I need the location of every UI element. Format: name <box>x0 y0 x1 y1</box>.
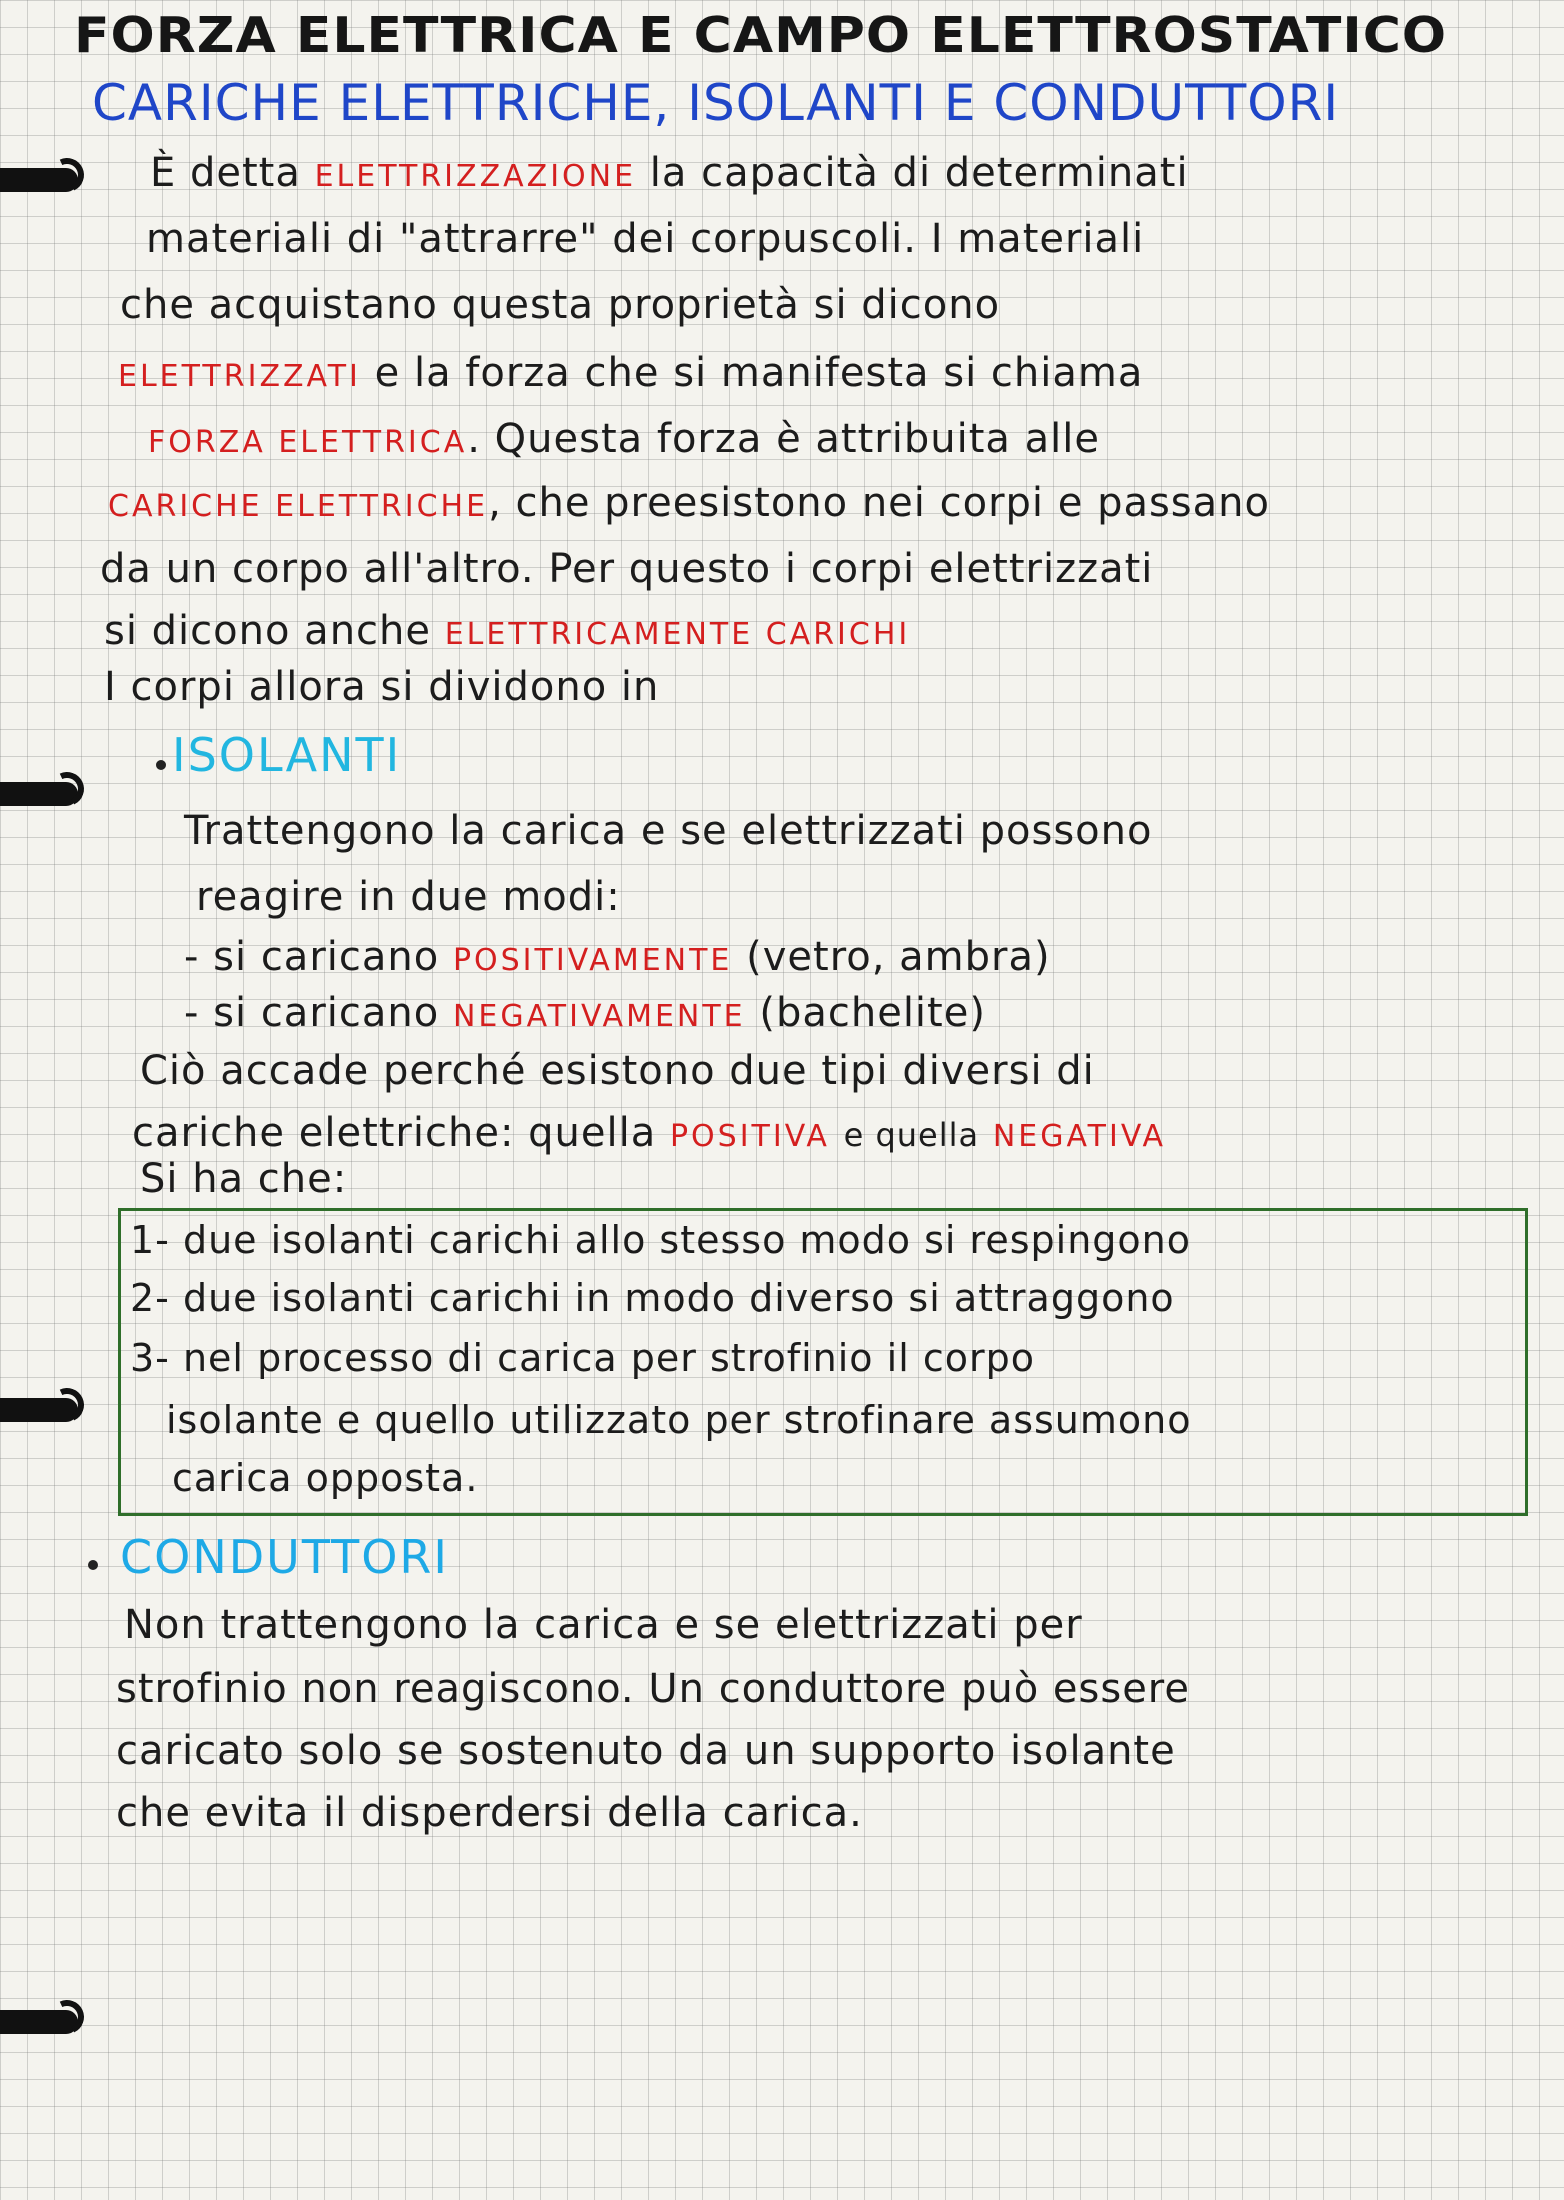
keyword: ELETTRICAMENTE CARICHI <box>444 617 911 652</box>
binder-ring <box>0 168 78 192</box>
rule-3: 3- nel processo di carica per strofinio il corpo <box>130 1336 1035 1380</box>
insulators-line-5: Ciò accade perché esistono due tipi diversi di <box>140 1048 1095 1094</box>
text: È detta <box>150 150 301 196</box>
insulators-line-2: reagire in due modi: <box>196 874 621 920</box>
insulators-line-1: Trattengono la carica e se elettrizzati possono <box>184 808 1153 854</box>
text: la capacità di determinati <box>649 150 1189 196</box>
text: . Questa forza è attribuita alle <box>467 416 1100 462</box>
section-heading-conduttori: CONDUTTORI <box>120 1530 449 1584</box>
page-subtitle: CARICHE ELETTRICHE, ISOLANTI E CONDUTTORI <box>92 74 1340 132</box>
binder-ring <box>0 2010 78 2034</box>
text: cariche elettriche: quella <box>132 1110 657 1156</box>
text: (vetro, ambra) <box>746 934 1051 980</box>
insulators-line-6 <box>132 1110 1166 1156</box>
bullet-icon <box>156 760 166 770</box>
conductors-line-4: che evita il disperdersi della carica. <box>116 1790 863 1836</box>
bullet-icon <box>88 1560 98 1570</box>
insulators-line-7: Si ha che: <box>140 1156 348 1202</box>
keyword: CARICHE ELETTRICHE <box>108 489 489 524</box>
section-heading-isolanti: ISOLANTI <box>172 728 402 782</box>
insulators-line-3 <box>184 934 1051 980</box>
insulators-line-4 <box>184 990 986 1036</box>
keyword: ELETTRIZZATI <box>118 359 361 394</box>
conductors-line-1: Non trattengono la carica e se elettrizzati per <box>124 1602 1083 1648</box>
intro-line-9: I corpi allora si dividono in <box>104 664 660 710</box>
keyword: POSITIVAMENTE <box>452 943 733 978</box>
text: , che preesistono nei corpi e passano <box>488 480 1270 526</box>
keyword: NEGATIVA <box>992 1119 1166 1154</box>
text: (bachelite) <box>759 990 986 1036</box>
binder-ring <box>0 1398 78 1422</box>
intro-line-6 <box>108 480 1270 526</box>
text: - si caricano <box>184 934 440 980</box>
text: - si caricano <box>184 990 440 1036</box>
conductors-line-3: caricato solo se sostenuto da un supporto isolante <box>116 1728 1176 1774</box>
rule-5: carica opposta. <box>172 1456 479 1500</box>
keyword: NEGATIVAMENTE <box>452 999 746 1034</box>
text: e la forza che si manifesta si chiama <box>374 350 1144 396</box>
keyword: POSITIVA <box>669 1119 830 1154</box>
intro-line-3: che acquistano questa proprietà si dicono <box>120 282 1001 328</box>
page-title: FORZA ELETTRICA E CAMPO ELETTROSTATICO <box>74 7 1448 65</box>
text: e quella <box>843 1116 980 1154</box>
rule-4: isolante e quello utilizzato per strofinare assumono <box>166 1398 1192 1442</box>
rule-2: 2- due isolanti carichi in modo diverso si attraggono <box>130 1276 1175 1320</box>
keyword: FORZA ELETTRICA <box>148 425 468 460</box>
intro-line-7: da un corpo all'altro. Per questo i corpi elettrizzati <box>100 546 1154 592</box>
text: si dicono anche <box>104 608 431 654</box>
intro-line-4 <box>118 350 1143 396</box>
intro-line-5 <box>148 416 1100 462</box>
binder-ring <box>0 782 78 806</box>
rule-1: 1- due isolanti carichi allo stesso modo si respingono <box>130 1218 1191 1262</box>
intro-line-2: materiali di "attrarre" dei corpuscoli. I materiali <box>146 216 1145 262</box>
intro-line-1 <box>150 150 1189 196</box>
intro-line-8 <box>104 608 910 654</box>
conductors-line-2: strofinio non reagiscono. Un conduttore può essere <box>116 1666 1190 1712</box>
keyword: ELETTRIZZAZIONE <box>314 159 637 194</box>
